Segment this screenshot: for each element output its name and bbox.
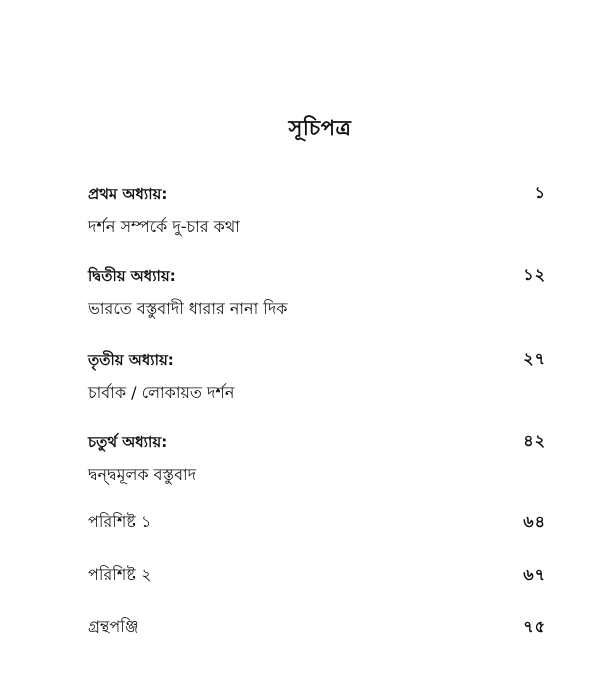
chapter-subtitle: দর্শন সম্পর্কে দু-চার কথা: [88, 217, 240, 236]
page-number: ৪২: [523, 431, 546, 450]
page-number: ৬৭: [523, 565, 546, 584]
chapter-heading: প্রথম অধ্যায়:: [88, 185, 168, 203]
page-number: ৭৫: [523, 617, 546, 636]
page-title: সূচিপত্র: [288, 116, 352, 140]
chapter-subtitle: দ্বন্দ্বমূলক বস্তুবাদ: [88, 465, 197, 484]
entry-title: গ্রন্থপঞ্জি: [88, 617, 139, 636]
chapter-subtitle: ভারতে বস্তুবাদী ধারার নানা দিক: [88, 299, 288, 318]
toc-entry-appendix-2[interactable]: [88, 564, 558, 586]
page-number: ২৭: [523, 349, 546, 368]
toc-entry-appendix-1[interactable]: [88, 511, 558, 533]
toc-entry-bibliography[interactable]: [88, 616, 558, 638]
entry-title: পরিশিষ্ট ১: [88, 512, 152, 531]
page-number: ৬৪: [523, 512, 546, 531]
toc-entry-chapter-2[interactable]: [88, 266, 558, 320]
page-number: ১২: [523, 265, 546, 284]
chapter-heading: দ্বিতীয় অধ্যায়:: [88, 267, 176, 285]
toc-entry-chapter-4[interactable]: [88, 432, 558, 486]
chapter-heading: চতুর্থ অধ্যায়:: [88, 433, 168, 451]
entry-title: পরিশিষ্ট ২: [88, 565, 152, 584]
toc-entry-chapter-1[interactable]: [88, 184, 558, 238]
toc-entry-chapter-3[interactable]: [88, 350, 558, 404]
chapter-subtitle: চার্বাক / লোকায়ত দর্শন: [88, 383, 235, 402]
page-number: ১: [534, 183, 546, 202]
chapter-heading: তৃতীয় অধ্যায়:: [88, 351, 174, 369]
